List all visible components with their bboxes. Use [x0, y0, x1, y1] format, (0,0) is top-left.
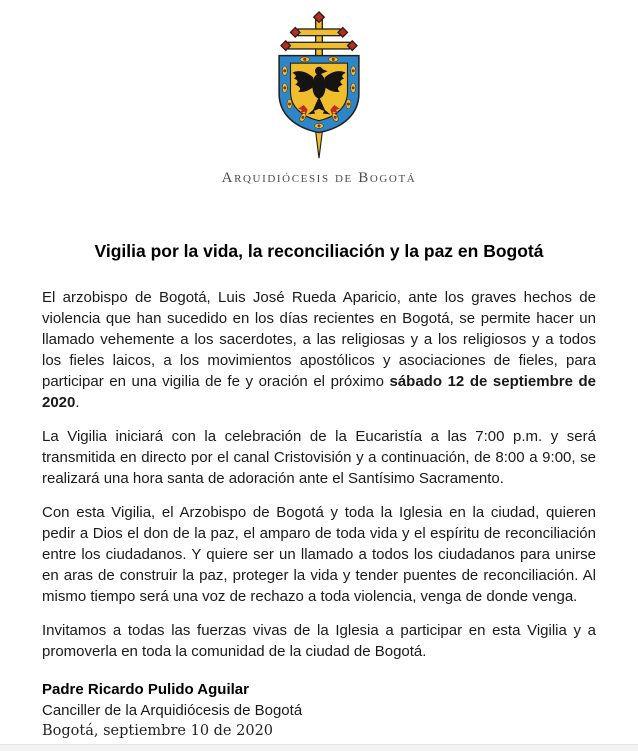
- signature-date: Bogotá, septiembre 10 de 2020: [42, 723, 274, 739]
- page-bottom-edge: [0, 744, 638, 751]
- paragraph-4: Invitamos a todas las fuerzas vivas de la Iglesia a participar en esta Vigilia y a promoverla en toda la comunidad de la ciudad de Bogotá.: [42, 622, 596, 660]
- signature-role: Canciller de la Arquidiócesis de Bogotá: [42, 702, 303, 719]
- paragraph-1-bold-date: sábado 12 de septiembre de 2020: [42, 373, 596, 411]
- archdiocese-crest-icon: [252, 10, 386, 162]
- crest-container: [0, 0, 638, 187]
- page-title: Vigilia por la vida, la reconciliación y la paz en Bogotá: [94, 241, 544, 261]
- document-body: [42, 287, 596, 662]
- paragraph-2: La Vigilia iniciará con la celebración de la Eucaristía a las 7:00 p.m. y será transmitida en directo por el canal Cristovisión y a continuación, de 8:00 a 9:00, se realizará una hora santa de adoración ante el Santísimo Sacramento.: [42, 428, 596, 487]
- org-name: Arquidiócesis de Bogotá: [221, 170, 417, 186]
- paragraph-1-text: El arzobispo de Bogotá, Luis José Rueda Aparicio, ante los graves hechos de violencia que han sucedido en los días recientes en Bogotá, se permite hacer un llamado vehemente a los sacerdotes, a las religiosas y a los religiosos y a todos los fieles laicos, a los movimientos apostólicos y asociaciones de fieles, para participar en una vigilia de fe y oración el próximo: [42, 289, 596, 390]
- paragraph-3: Con esta Vigilia, el Arzobispo de Bogotá y toda la Iglesia en la ciudad, quieren pedir a Dios el don de la paz, el amparo de toda vida y el espíritu de reconciliación entre los ciudadanos. Y quiere ser un llamado a todos los ciudadanos para unirse en aras de construir la paz, proteger la vida y tender puentes de reconciliación. Al mismo tiempo será una voz de rechazo a toda violencia, venga de donde venga.: [42, 504, 596, 605]
- signature-block: [42, 679, 596, 742]
- paragraph-1: [42, 287, 596, 413]
- paragraph-1-period: .: [75, 394, 80, 411]
- signature-name: Padre Ricardo Pulido Aguilar: [42, 681, 249, 698]
- shield-icon: [279, 56, 359, 133]
